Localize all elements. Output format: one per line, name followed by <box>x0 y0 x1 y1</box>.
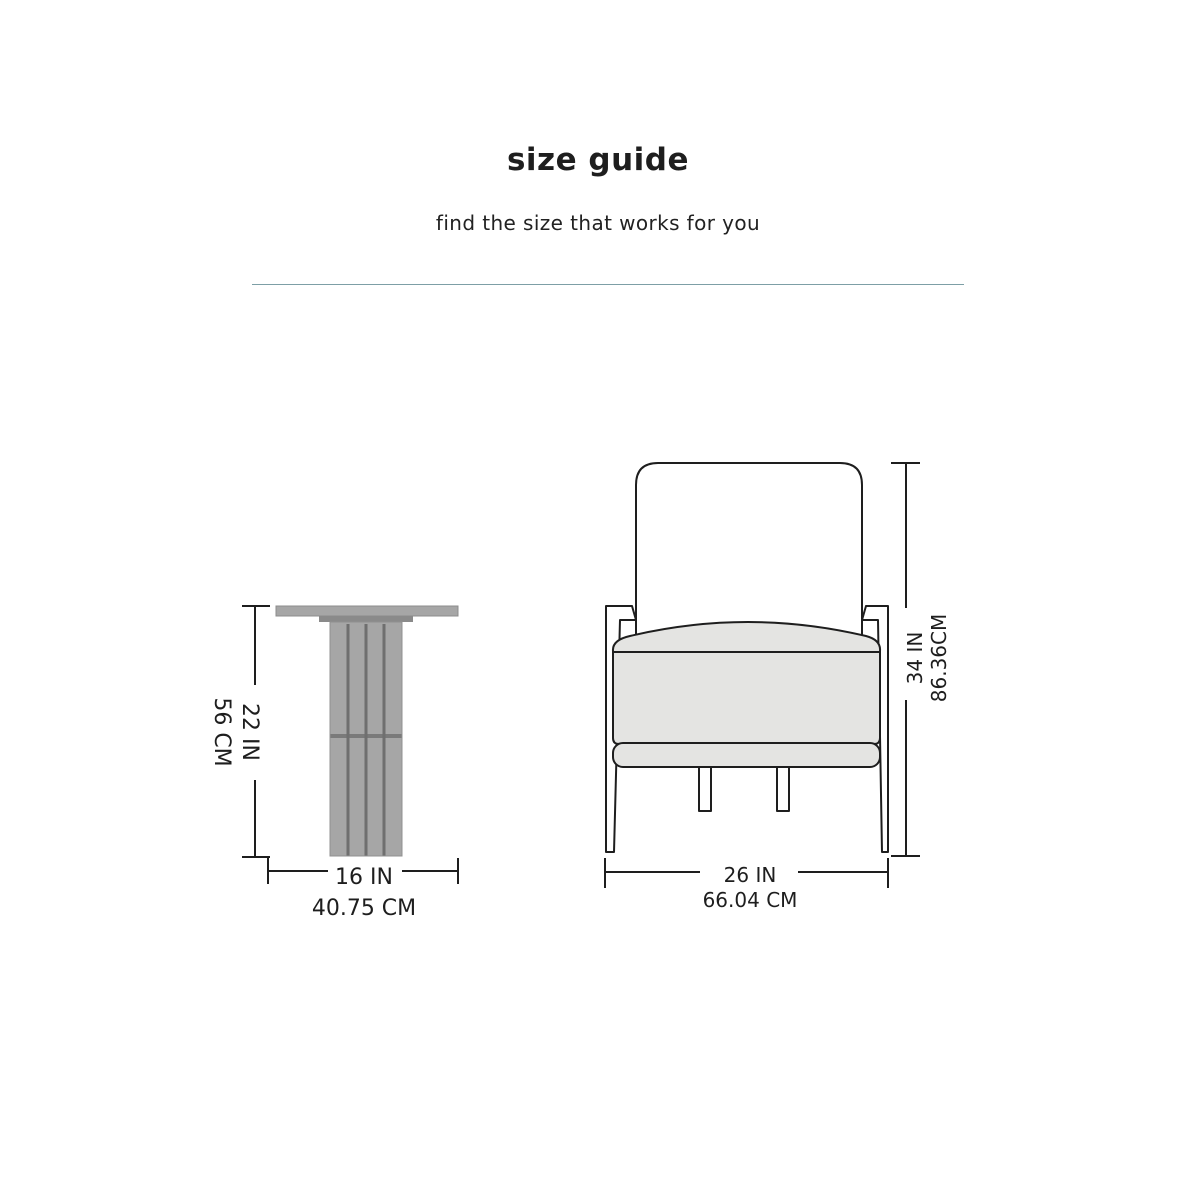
side-table-width-cm: 40.75 CM <box>311 896 417 921</box>
page-title: size guide <box>506 142 690 178</box>
side-table-illustration <box>276 606 458 856</box>
side-table-height-in: 22 IN <box>237 703 262 761</box>
armchair-base-cushion <box>613 743 880 767</box>
armchair-right-leg <box>777 766 789 811</box>
armchair-backrest <box>636 463 862 641</box>
armchair-illustration <box>606 463 888 852</box>
armchair-width-in: 26 IN <box>723 863 777 887</box>
armchair-width-cm: 66.04 CM <box>702 888 798 912</box>
side-table-top <box>276 606 458 616</box>
armchair-seat-cushion <box>613 622 880 744</box>
armchair-height-cm: 86.36CM <box>927 613 951 703</box>
side-table-width-in: 16 IN <box>335 865 393 890</box>
side-table-collar <box>319 616 413 622</box>
armchair-left-leg <box>699 766 711 811</box>
armchair-height-in: 34 IN <box>903 631 927 685</box>
side-table-height-cm: 56 CM <box>209 697 234 767</box>
page-subtitle: find the size that works for you <box>435 211 761 235</box>
